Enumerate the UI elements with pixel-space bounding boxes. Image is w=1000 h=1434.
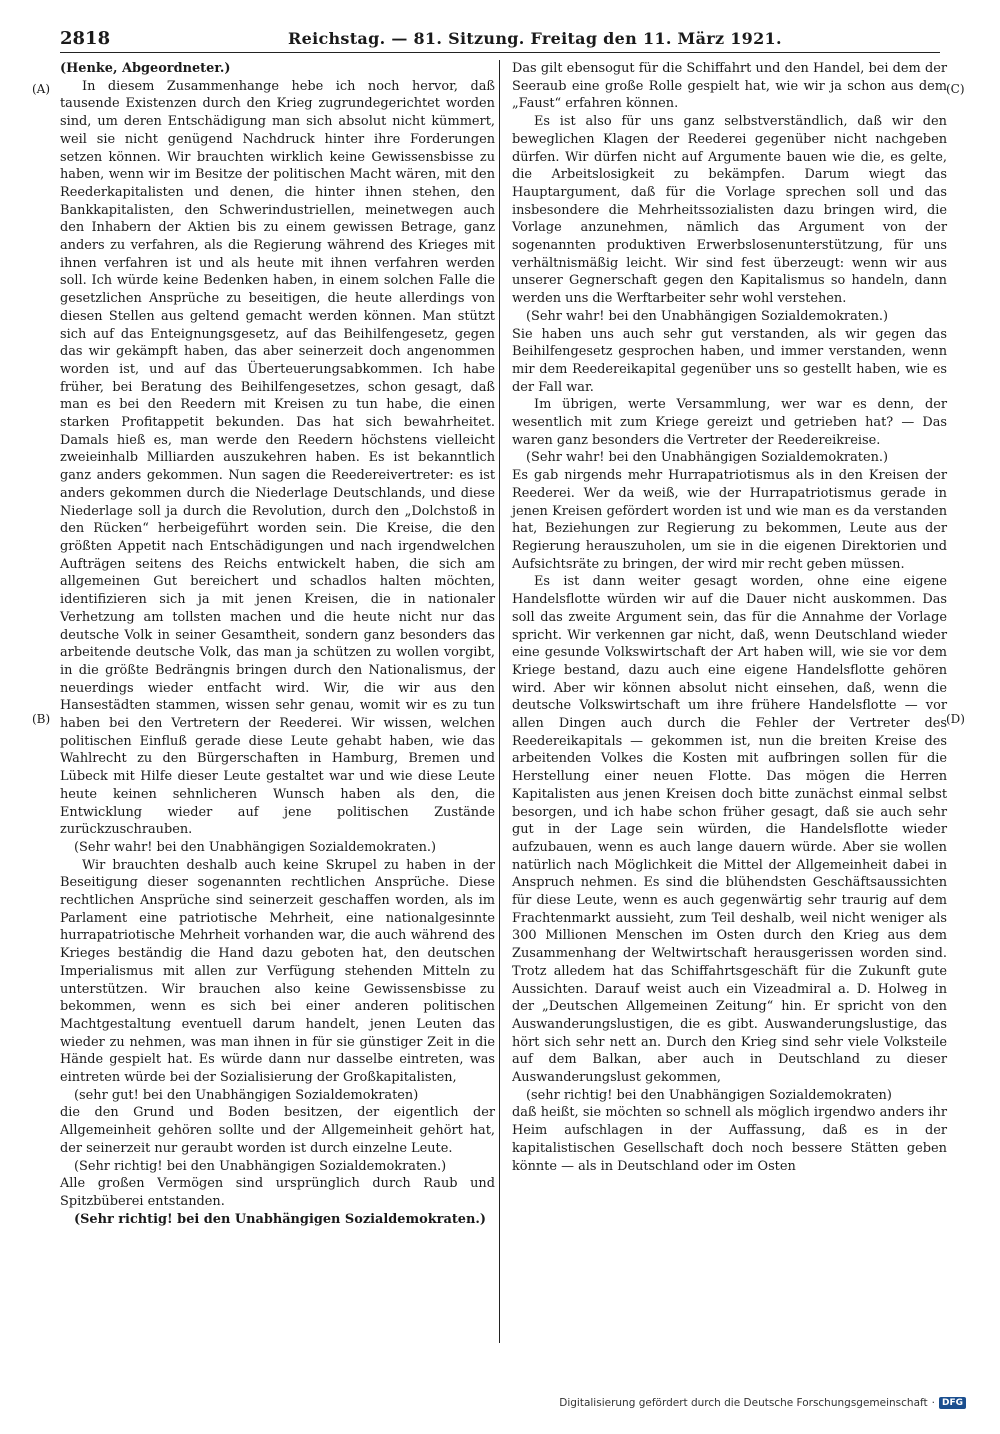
paragraph: Wir brauchten deshalb auch keine Skrupel zu haben in der Beseitigung dieser sogenannten rechtlichen Ansprüche. Diese rechtlichen Ansprüche sind seinerzeit geschaffen worden, als im Parlament eine patriotische Mehrheit, eine nationalgesinnte hurrapatriotische Mehrheit vorhanden war, die auch während des Krieges beständig die Hand dazu geboten hat, den deutschen Imperialismus mit allen zur Verfügung stehenden Mitteln zu unterstützen. Wir brauchen also keine Gewissensbisse zu bekommen, wenn es sich bei einer anderen politischen Machtgestaltung eventuell darum handelt, jenen Leuten das wieder zu nehmen, was man ihnen in für sie günstiger Zeit in die Hände gespielt hat. Es würde dann nur dasselbe eintreten, was eintreten würde bei der Sozialisierung der Großkapitalisten,: [60, 857, 495, 1086]
page-number: 2818: [60, 28, 111, 49]
interjection: (sehr gut! bei den Unabhängigen Sozialdemokraten): [74, 1087, 419, 1103]
paragraph-continuation: Das gilt ebensogut für die Schiffahrt und den Handel, bei dem der Seeraub eine große Rolle gespielt hat, wie wir ja schon aus dem „Faust“ erfahren können.: [512, 61, 947, 112]
column-divider: [499, 60, 500, 1343]
paragraph: In diesem Zusammenhange hebe ich noch hervor, daß tausende Existenzen durch den Krieg zugrundegerichtet worden sind, um deren Entschädigung man sich absolut nicht kümmert, weil sie nicht genügend Nachdruck hinter ihre Forderungen setzen können. Wir brauchten wirklich keine Gewissensbisse zu haben, wenn wir im Besitze der politischen Macht wären, mit den Reederkapitalisten und denen, die hinter ihnen stehen, den Bankkapitalisten, den Schwerindustriellen, meinetwegen auch den Inhabern der Aktien bis zu einem gewissen Betrage, ganz anders zu verfahren, als die Regierung während des Krieges mit ihnen verfahren ist und als heute mit ihnen verfahren werden soll. Ich würde keine Bedenken haben, in einem solchen Falle die gesetzlichen Ansprüche zu beseitigen, die heute allerdings von diesen Stellen aus geltend gemacht werden können. Man stützt sich auf das Enteignungsgesetz, auf das Beihilfengesetz, gegen das wir gekämpft haben, das aber seinerzeit doch angenommen worden ist, und auf das Überteuerungsabkommen. Ich habe früher, bei Beratung des Beihilfengesetzes, schon gesagt, daß man es bei den Reedern mit Kreisen zu tun habe, die einen starken Profitappetit bekunden. Das hat sich bewahrheitet. Damals hieß es, man werde den Reedern höchstens vielleicht zweieinhalb Milliarden auszukehren haben. Es ist bekanntlich ganz anders gekommen. Nun sagen die Reedereivertreter: es ist anders gekommen durch die Niederlage Deutschlands, und diese Niederlage soll ja durch die Revolution, durch den „Dolchstoß in den Rücken“ herbeigeführt worden sein. Die Kreise, die den größten Appetit nach Entschädigungen und nach irgendwelchen Aufträgen seitens des Reichs entwickelt haben, die sich am allgemeinen Gut bereichert und schadlos halten möchten, identifizieren sich ja mit jenen Kreisen, die in nationaler Verhetzung am tollsten machen und die heute nicht nur das deutsche Volk in seiner Gesamtheit, sondern ganz besonders das arbeitende deutsche Volk, das man ja schützen zu wollen vorgibt, in die größte Bedrängnis bringen durch den Nationalismus, der neuerdings wieder entfacht wird. Wir, die wir aus den Hansestädten stammen, wissen sehr genau, womit wir es zu tun haben bei den Vertretern der Reederei. Wir wissen, welchen politischen Einfluß gerade diese Leute gehabt haben, wie das Wahlrecht zu den Bürgerschaften in Hamburg, Bremen und Lübeck mit Hilfe dieser Leute gestaltet war und wie diese Leute heute keinen sehnlicheren Wunsch haben als den, die Entwicklung wieder auf jene politischen Zustände zurückzuschrauben.: [60, 78, 495, 838]
left-column: [60, 60, 495, 1228]
interjection: (Sehr wahr! bei den Unabhängigen Sozialdemokraten.): [526, 450, 889, 466]
interjection: (Sehr wahr! bei den Unabhängigen Sozialdemokraten.): [526, 308, 889, 324]
margin-marker-d: (D): [946, 712, 965, 726]
interjection: (Sehr richtig! bei den Unabhängigen Sozialdemokraten.): [74, 1158, 447, 1174]
footer: [559, 1397, 966, 1409]
margin-marker-b: (B): [32, 712, 51, 726]
dfg-logo-icon: DFG: [939, 1397, 966, 1409]
paragraph-continuation: daß heißt, sie möchten so schnell als möglich irgendwo anders ihr Heim aufschlagen in der Auffassung, daß es in der kapitalistischen Gesellschaft doch noch bessere Stätten geben könnte — als in Deutschland oder im Osten: [512, 1105, 947, 1174]
interjection: (Sehr richtig! bei den Unabhängigen Sozialdemokraten.): [74, 1211, 486, 1227]
page-header: [60, 26, 940, 52]
running-head: Reichstag. — 81. Sitzung. Freitag den 11. März 1921.: [288, 29, 782, 48]
header-rule: [60, 52, 940, 53]
paragraph-continuation: die den Grund und Boden besitzen, der eigentlich der Allgemeinheit gehören sollte und der Allgemeinheit gehört hat, der seinerzeit nur geraubt worden ist durch einzelne Leute.: [60, 1105, 495, 1156]
right-column: [512, 60, 947, 1175]
separator: ·: [931, 1397, 935, 1409]
paragraph-continuation: Alle großen Vermögen sind ursprünglich durch Raub und Spitzbüberei entstanden.: [60, 1176, 495, 1209]
paragraph: Im übrigen, werte Versammlung, wer war es denn, der wesentlich mit zum Kriege gereizt und getrieben hat? — Das waren ganz besonders die Vertreter der Reedereikreise.: [512, 397, 947, 448]
margin-marker-a: (A): [32, 82, 51, 96]
margin-marker-c: (C): [946, 82, 965, 96]
paragraph-continuation: Es gab nirgends mehr Hurrapatriotismus als in den Kreisen der Reederei. Wer da weiß, wie der Hurrapatriotismus gerade in jenen Kreisen gefördert worden ist und wie man es da verstanden hat, Beziehungen zur Regierung zu bekommen, Leute aus der Regierung herauszuholen, um sie in die eigenen Direktorien und Aufsichtsräte zu bringen, der wird mir recht geben müssen.: [512, 468, 947, 572]
paragraph-continuation: Sie haben uns auch sehr gut verstanden, als wir gegen das Beihilfengesetz gesprochen haben, und immer verstanden, wenn mir dem Reedereikapital gegenüber uns so gestellt haben, wie es der Fall war.: [512, 326, 947, 395]
paragraph: Es ist dann weiter gesagt worden, ohne eine eigene Handelsflotte würden wir auf die Dauer nicht auskommen. Das soll das zweite Argument sein, das für die Annahme der Vorlage spricht. Wir verkennen gar nicht, daß, wenn Deutschland wieder eine gesunde Volkswirtschaft der Art haben will, wie sie vor dem Kriege bestand, dazu auch eine eigene Handelsflotte gehören wird. Aber wir können absolut nicht einsehen, daß, wenn die deutsche Volkswirtschaft um ihre frühere Handelsflotte — vor allen Dingen auch durch die Fehler der Vertreter des Reedereikapitals — gekommen ist, nun die breiten Kreise des arbeitenden Volkes die Kosten mit aufbringen sollen für die Herstellung einer neuen Flotte. Das mögen die Herren Kapitalisten aus jenen Kreisen doch bitte zunächst einmal selbst besorgen, und ich habe schon früher gesagt, daß sie auch sehr gut in der Lage sein würden, die Handelsflotte wieder aufzubauen, wenn es auch lange dauern würde. Aber sie wollen natürlich nach Möglichkeit die Mittel der Allgemeinheit dabei in Anspruch nehmen. Es sind die blühendsten Geschäftsaussichten für diese Leute, wenn es auch gegenwärtig sehr traurig auf dem Frachtenmarkt aussieht, zum Teil deshalb, weil nicht weniger als 300 Millionen Menschen im Osten durch den Krieg aus dem Zusammenhang der Weltwirtschaft herausgerissen worden sind. Trotz alledem hat das Schiffahrtsgeschäft für die Zukunft gute Aussichten. Darauf weist auch ein Vizeadmiral a. D. Holweg in der „Deutschen Allgemeinen Zeitung“ hin. Er spricht von den Auswanderungslustigen, die es gibt. Auswanderungslustige, das hört sich sehr nett an. Durch den Krieg sind sehr viele Volksteile auf dem Balkan, aber auch in Deutschland zu dieser Auswanderungslust gekommen,: [512, 574, 947, 1086]
interjection: (Sehr wahr! bei den Unabhängigen Sozialdemokraten.): [74, 839, 437, 855]
interjection: (sehr richtig! bei den Unabhängigen Sozialdemokraten): [526, 1087, 892, 1103]
paragraph: Es ist also für uns ganz selbstverständlich, daß wir den beweglichen Klagen der Reederei gegenüber nicht nachgeben dürfen. Wir dürfen nicht auf Argumente bauen wie die, es gelte, die Arbeitslosigkeit zu bekämpfen. Darum wiegt das Hauptargument, daß für die Vorlage sprechen soll und das insbesondere die Mehrheitssozialisten dazu bringen wird, die Vorlage anzunehmen, nämlich das Argument von der sogenannten produktiven Erwerbslosenunterstützung, für uns verhältnismäßig leicht. Wir sind fest überzeugt: wenn wir aus unserer Gegnerschaft gegen den Kapitalismus so handeln, dann werden uns die Werftarbeiter sehr wohl verstehen.: [512, 114, 947, 307]
speaker-attribution: (Henke, Abgeordneter.): [60, 61, 231, 76]
digitization-credit: Digitalisierung gefördert durch die Deutsche Forschungsgemeinschaft: [559, 1397, 928, 1409]
